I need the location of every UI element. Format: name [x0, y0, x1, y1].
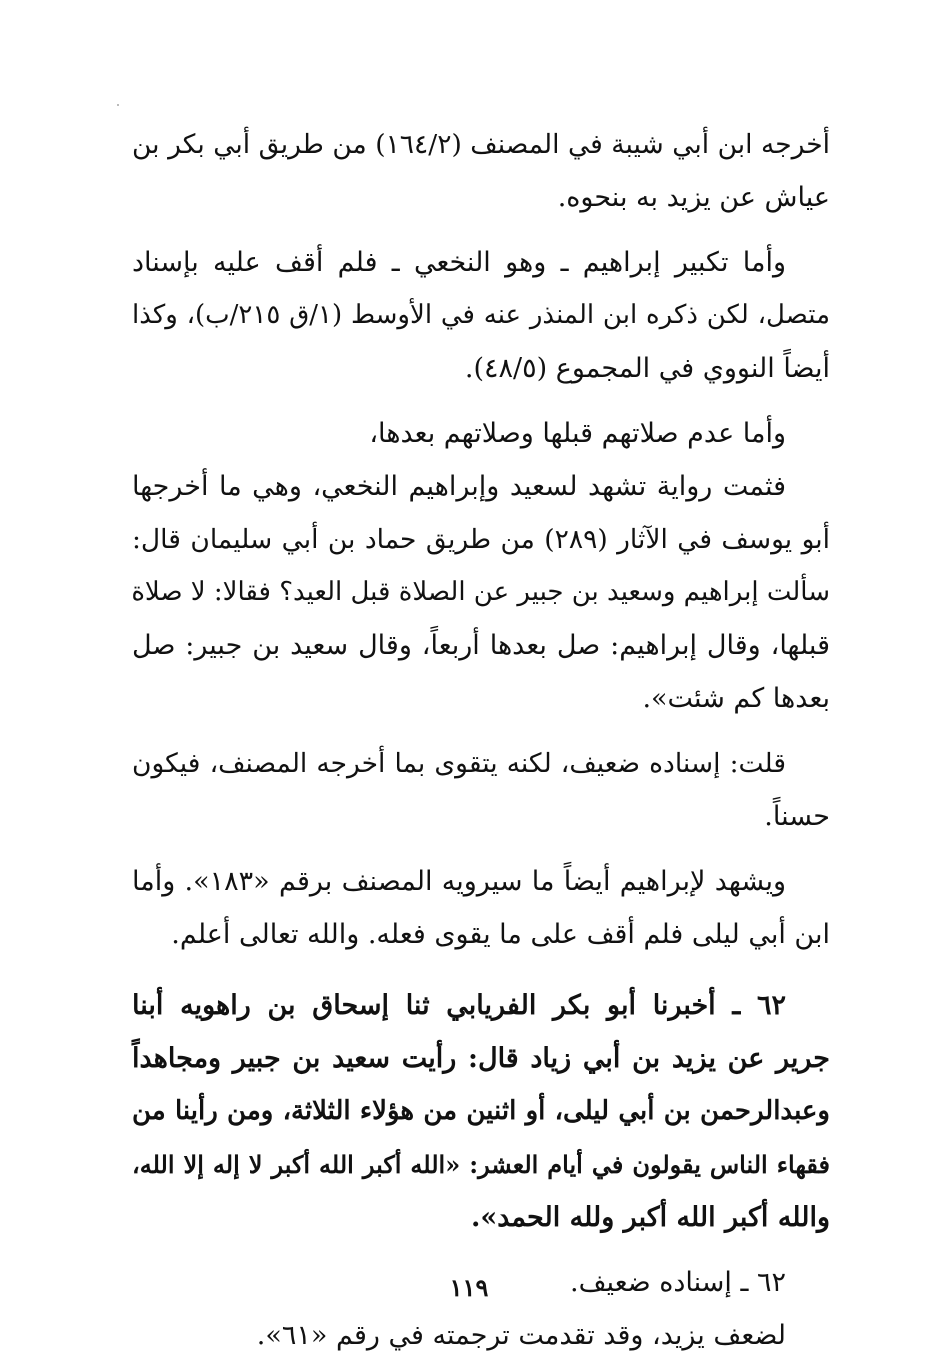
text-line: ابن أبي ليلى فلم أقف على ما يقوى فعله. والله تعالى أعلم. — [171, 919, 830, 950]
text-line: وأما تكبير إبراهيم ـ وهو النخعي ـ فلم أقف عليه بإسناد — [132, 247, 786, 278]
text-line: متصل، لكن ذكره ابن المنذر عنه في الأوسط (١/ق ٢١٥/ب)، وكذا — [132, 300, 830, 330]
hadith-text-line: جرير عن يزيد بن أبي زياد قال: رأيت سعيد بن جبير ومجاهداً — [132, 1043, 830, 1074]
hadith-text-line: ٦٢ ـ أخبرنا أبو بكر الفريابي ثنا إسحاق بن راهويه أبنا — [132, 990, 786, 1021]
text-line: فثمت رواية تشهد لسعيد وإبراهيم النخعي، وهي ما أخرجها — [132, 471, 786, 502]
text-line: حسناً. — [764, 801, 830, 832]
hadith-text-line: فقهاء الناس يقولون في أيام العشر: «الله أكبر الله أكبر لا إله إلا الله، — [132, 1150, 830, 1179]
note-line: لضعف يزيد، وقد تقدمت ترجمته في رقم «٦١». — [256, 1320, 786, 1351]
text-line: قلت: إسناده ضعيف، لكنه يتقوى بما أخرجه المصنف، فيكون — [132, 748, 786, 779]
text-line: وأما عدم صلاتهم قبلها وصلاتهم بعدها، — [369, 418, 786, 449]
text-line: أبو يوسف في الآثار (٢٨٩) من طريق حماد بن أبي سليمان قال: — [132, 524, 830, 555]
page-number: ١١٩ — [449, 1273, 489, 1302]
note-line: ٦٢ ـ إسناده ضعيف. — [570, 1267, 786, 1298]
hadith-text-line: والله أكبر الله أكبر ولله الحمد». — [470, 1202, 830, 1233]
text-line: أخرجه ابن أبي شيبة في المصنف (١٦٤/٢) من طريق أبي بكر بن — [132, 129, 830, 160]
scan-speck — [117, 104, 119, 106]
text-line: أيضاً النووي في المجموع (٤٨/٥). — [464, 353, 830, 384]
hadith-text-line: وعبدالرحمن بن أبي ليلى، أو اثنين من هؤلاء الثلاثة، ومن رأينا من — [132, 1096, 830, 1126]
body-text — [132, 118, 830, 1362]
text-line: قبلها، وقال إبراهيم: صل بعدها أربعاً، وقال سعيد بن جبير: صل — [132, 630, 830, 661]
text-line: بعدها كم شئت». — [642, 683, 830, 714]
text-line: سألت إبراهيم وسعيد بن جبير عن الصلاة قبل العيد؟ فقالا: لا صلاة — [131, 577, 830, 607]
text-line: عياش عن يزيد به بنحوه. — [557, 182, 830, 213]
text-line: ويشهد لإبراهيم أيضاً ما سيرويه المصنف برقم «١٨٣». وأما — [132, 866, 786, 897]
